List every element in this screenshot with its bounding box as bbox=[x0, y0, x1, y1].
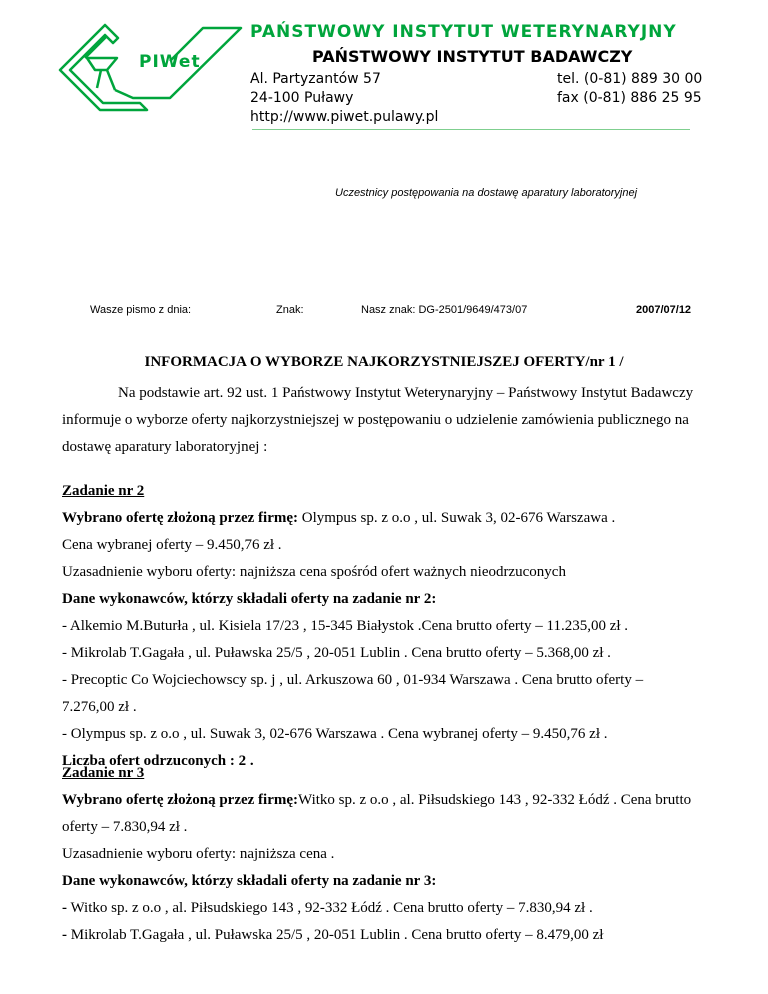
address-block bbox=[250, 70, 438, 127]
task-2-price: Cena wybranej oferty – 9.450,76 zł . bbox=[62, 537, 282, 553]
task-3-bidder-2-dash: - bbox=[62, 927, 67, 943]
task-2-bidder-1: - Alkemio M.Buturła , ul. Kisiela 17/23 , 15-345 Białystok .Cena brutto oferty – 11.235,00 zł . bbox=[62, 618, 629, 634]
task-2-rejected-count: Liczba ofert odrzuconych : 2 . bbox=[62, 753, 254, 769]
task-3-chosen-value: Witko sp. z o.o , al. Piłsudskiego 143 , 92-332 Łódź . Cena brutto bbox=[298, 792, 692, 808]
task-2-heading: Zadanie nr 2 bbox=[62, 483, 145, 499]
task-2-bidder-3-cont: 7.276,00 zł . bbox=[62, 699, 137, 715]
your-letter-label: Wasze pismo z dnia: bbox=[90, 304, 192, 316]
address-line-1: Al. Partyzantów 57 bbox=[250, 71, 381, 87]
document-date: 2007/07/12 bbox=[636, 304, 692, 316]
task-2-bidder-4: - Olympus sp. z o.o , ul. Suwak 3, 02-676 Warszawa . Cena wybranej oferty – 9.450,76 zł . bbox=[62, 726, 608, 742]
institute-subtitle: PAŃSTWOWY INSTYTUT BADAWCZY bbox=[312, 47, 633, 66]
task-3-bidders-heading: Dane wykonawców, którzy składali oferty na zadanie nr 3: bbox=[62, 873, 437, 889]
address-line-2: 24-100 Puławy bbox=[250, 90, 354, 106]
task-3-bidder-1-dash: - bbox=[62, 900, 67, 916]
task-3-chosen bbox=[62, 787, 712, 814]
task-2-bidder-3: - Precoptic Co Wojciechowscy sp. j , ul. Arkuszowa 60 , 01-934 Warszawa . Cena brutto oferty – bbox=[62, 672, 644, 688]
phone-number: tel. (0-81) 889 30 00 bbox=[557, 71, 703, 87]
task-3-chosen-label: Wybrano ofertę złożoną przez firmę: bbox=[62, 792, 299, 808]
fax-number: fax (0-81) 886 25 95 bbox=[557, 90, 702, 106]
task-3-bidder-2-text: Mikrolab T.Gagała , ul. Puławska 25/5 , 20-051 Lublin . Cena brutto oferty – 8.479,00 zł bbox=[67, 927, 604, 943]
our-sign: Nasz znak: DG-2501/9649/473/07 bbox=[361, 304, 528, 316]
task-2-section bbox=[62, 478, 712, 775]
task-2-chosen-value: Olympus sp. z o.o , ul. Suwak 3, 02-676 Warszawa . bbox=[298, 510, 616, 526]
task-3-section bbox=[62, 760, 712, 949]
institute-name: PAŃSTWOWY INSTYTUT WETERYNARYJNY bbox=[250, 22, 677, 42]
header-divider bbox=[252, 129, 690, 130]
task-3-bidder-2 bbox=[62, 922, 712, 949]
task-3-heading: Zadanie nr 3 bbox=[62, 765, 145, 781]
website-link[interactable]: http://www.piwet.pulawy.pl bbox=[250, 109, 439, 125]
task-2-bidder-2: - Mikrolab T.Gagała , ul. Puławska 25/5 , 20-051 Lublin . Cena brutto oferty – 5.368,00 zł . bbox=[62, 645, 611, 661]
task-2-bidders-heading: Dane wykonawców, którzy składali oferty na zadanie nr 2: bbox=[62, 591, 437, 607]
task-2-chosen-label: Wybrano ofertę złożoną przez firmę: bbox=[62, 510, 299, 526]
task-3-chosen-cont: oferty – 7.830,94 zł . bbox=[62, 819, 188, 835]
intro-paragraph: Na podstawie art. 92 ust. 1 Państwowy Instytut Weterynaryjny – Państwowy Instytut Badawczy informuje o wyborze oferty najkorzystniejszej w postępowaniu o udzielenie zamówienia publicznego na dostawę aparatury laboratoryjnej : bbox=[62, 385, 694, 455]
task-2-justification: Uzasadnienie wyboru oferty: najniższa cena spośród ofert ważnych nieodrzuconych bbox=[62, 564, 566, 580]
task-2-chosen bbox=[62, 505, 712, 532]
contact-block bbox=[557, 70, 702, 108]
recipient-line: Uczestnicy postępowania na dostawę aparatury laboratoryjnej bbox=[335, 187, 638, 199]
task-3-bidder-1-text: Witko sp. z o.o , al. Piłsudskiego 143 , 92-332 Łódź . Cena brutto oferty – 7.830,94 zł . bbox=[67, 900, 593, 916]
task-3-justification: Uzasadnienie wyboru oferty: najniższa cena . bbox=[62, 846, 335, 862]
task-3-bidder-1 bbox=[62, 895, 712, 922]
piwet-logo-icon bbox=[55, 18, 245, 118]
logo-text: PIWet bbox=[139, 52, 201, 72]
sign-label: Znak: bbox=[276, 304, 304, 316]
document-title: INFORMACJA O WYBORZE NAJKORZYSTNIEJSZEJ OFERTY/nr 1 / bbox=[144, 354, 624, 370]
